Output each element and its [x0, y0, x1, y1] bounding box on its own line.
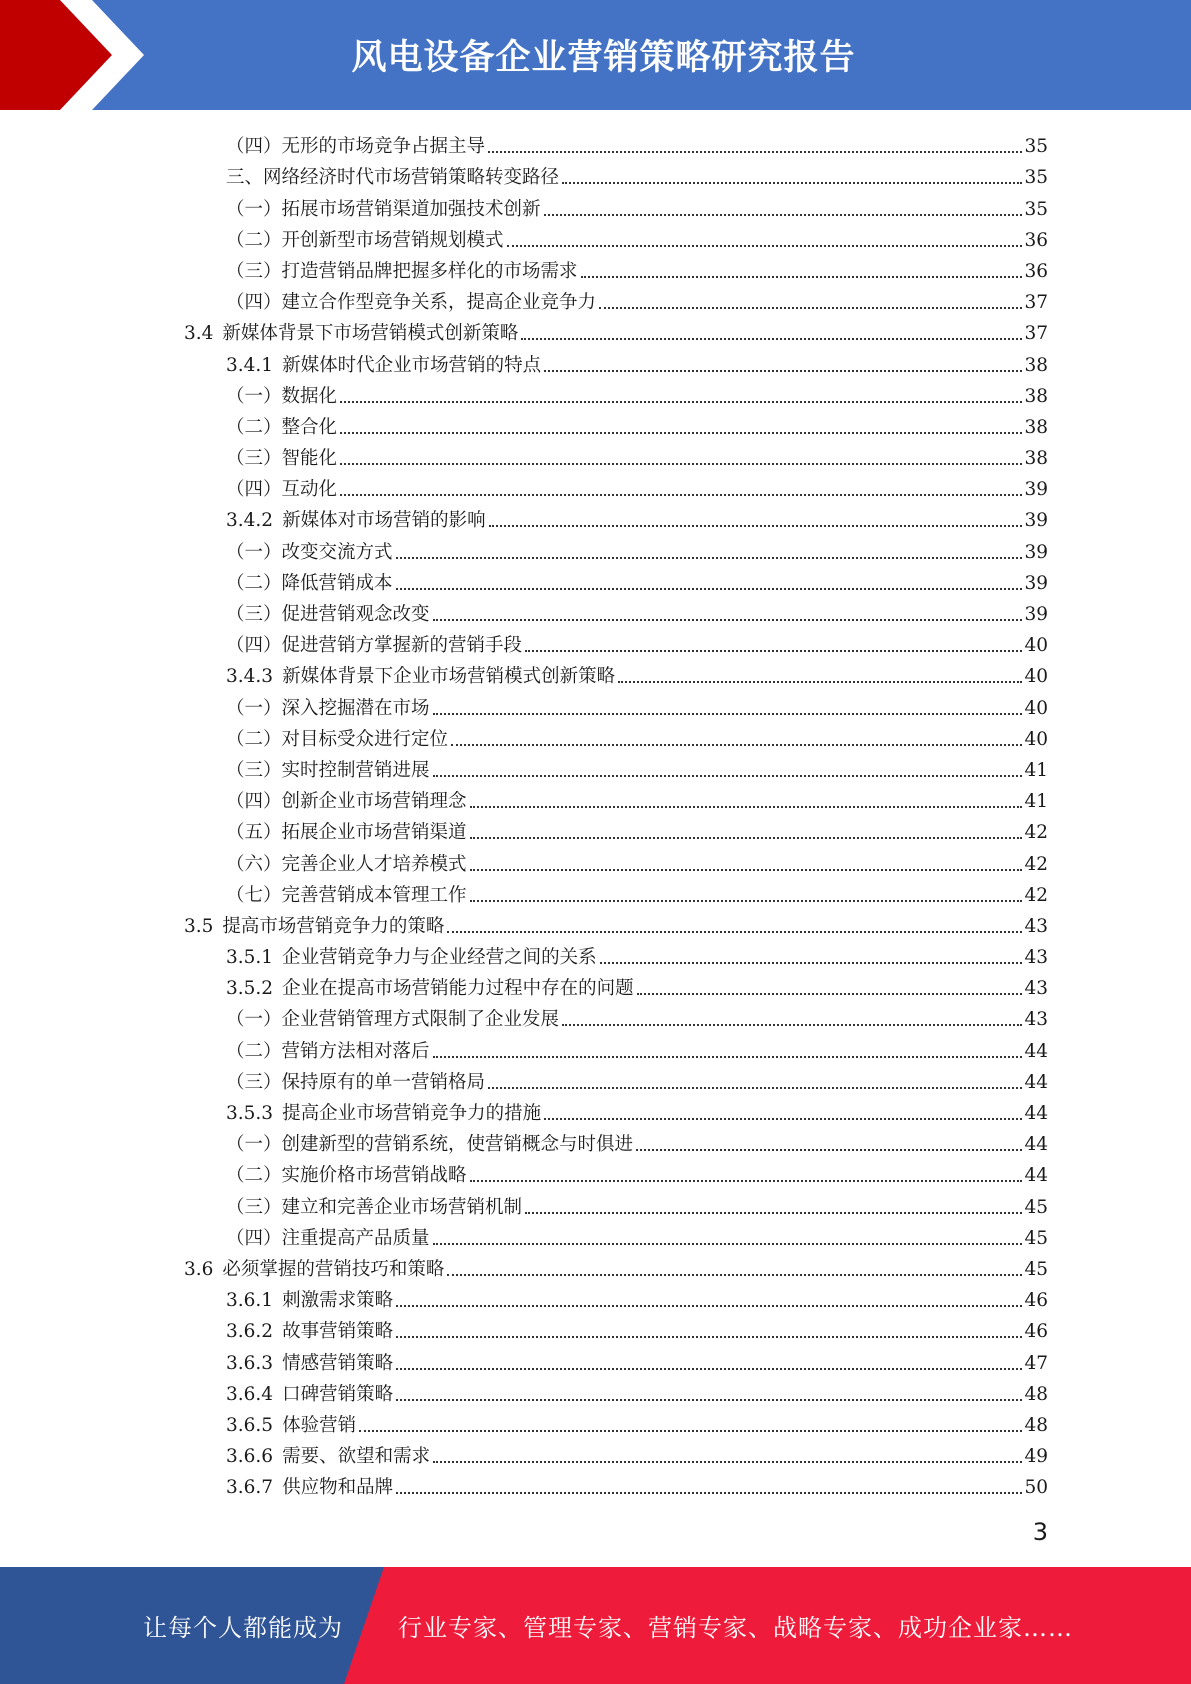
toc-entry-label	[226, 541, 393, 565]
toc-entry[interactable]	[0, 502, 1191, 533]
toc-section-title: （四）促进营销方掌握新的营销手段	[226, 635, 523, 657]
toc-section-title: （一）企业营销管理方式限制了企业发展	[226, 1009, 560, 1031]
toc-dot-leader	[525, 650, 1022, 652]
toc-section-title: （一）数据化	[226, 385, 338, 407]
toc-section-title: （三）促进营销观念改变	[226, 604, 430, 625]
toc-dot-leader	[433, 1461, 1022, 1463]
report-title: 风电设备企业营销策略研究报告	[351, 38, 856, 78]
toc-dot-leader	[637, 993, 1023, 995]
toc-dot-leader	[396, 1492, 1022, 1494]
toc-dot-leader	[521, 338, 1022, 340]
toc-page-number: 35	[1024, 198, 1048, 220]
toc-page-number: 39	[1024, 510, 1048, 532]
toc-entry[interactable]	[0, 565, 1191, 596]
toc-page-number: 44	[1024, 1103, 1048, 1124]
toc-entry[interactable]	[0, 939, 1191, 970]
toc-dot-leader	[470, 900, 1023, 902]
toc-page-number: 44	[1024, 1071, 1048, 1093]
toc-page-number: 46	[1024, 1321, 1048, 1343]
toc-entry[interactable]	[0, 1282, 1191, 1313]
toc-entry[interactable]	[0, 1313, 1191, 1344]
toc-dot-leader	[396, 557, 1023, 559]
toc-entry-label	[226, 1383, 393, 1407]
toc-section-number: 3.4	[184, 323, 214, 345]
footer-slogan-right: 行业专家、管理专家、营销专家、战略专家、成功企业家……	[398, 1614, 1073, 1642]
toc-entry[interactable]	[0, 1064, 1191, 1095]
toc-page-number: 40	[1024, 697, 1048, 719]
toc-section-title: （四）注重提高产品质量	[226, 1227, 430, 1249]
toc-entry[interactable]	[0, 1126, 1191, 1157]
toc-dot-leader	[525, 1212, 1022, 1214]
toc-section-number: 3.5.1	[226, 947, 274, 969]
toc-section-title: （三）智能化	[226, 448, 338, 470]
toc-section-title: 提高市场营销竞争力的策略	[222, 915, 445, 937]
toc-entry[interactable]	[0, 1220, 1191, 1251]
toc-entry[interactable]	[0, 1344, 1191, 1375]
toc-entry-label	[226, 291, 596, 315]
toc-dot-leader	[447, 1274, 1022, 1276]
toc-page-number: 42	[1024, 822, 1048, 844]
toc-entry[interactable]	[0, 378, 1191, 409]
toc-section-title: （三）实时控制营销进展	[226, 759, 430, 781]
toc-page-number: 40	[1024, 728, 1048, 750]
toc-dot-leader	[396, 1305, 1022, 1307]
toc-section-title: 新媒体背景下企业市场营销模式创新策略	[282, 666, 616, 688]
toc-entry[interactable]	[0, 752, 1191, 783]
toc-entry-label	[226, 1164, 467, 1188]
toc-section-title: 必须掌握的营销技巧和策略	[222, 1258, 445, 1280]
toc-entry[interactable]	[0, 471, 1191, 502]
toc-entry[interactable]	[0, 315, 1191, 346]
toc-section-title: （三）保持原有的单一营销格局	[226, 1071, 486, 1093]
toc-dot-leader	[581, 276, 1023, 278]
toc-dot-leader	[488, 151, 1022, 153]
toc-page-number: 38	[1024, 448, 1048, 470]
toc-page-number: 36	[1024, 260, 1048, 282]
toc-entry-label	[226, 946, 597, 970]
toc-entry-label	[226, 728, 448, 752]
toc-entry-label	[226, 135, 485, 159]
toc-page-number: 39	[1024, 572, 1048, 594]
toc-dot-leader	[340, 432, 1022, 434]
toc-page-number: 43	[1024, 947, 1048, 969]
toc-section-title: （三）打造营销品牌把握多样化的市场需求	[226, 260, 578, 282]
toc-entry-label	[226, 198, 541, 222]
toc-page-number: 42	[1024, 884, 1048, 906]
toc-entry-label	[226, 1414, 356, 1438]
toc-section-title: （二）对目标受众进行定位	[226, 728, 449, 750]
toc-entry[interactable]	[0, 1188, 1191, 1219]
toc-page-number: 36	[1024, 229, 1048, 251]
toc-section-title: （一）深入挖掘潜在市场	[226, 697, 430, 719]
toc-dot-leader	[340, 494, 1022, 496]
toc-section-title: （四）互动化	[226, 479, 338, 501]
toc-section-title: 新媒体背景下市场营销模式创新策略	[222, 323, 519, 345]
toc-section-title: （四）无形的市场竞争占据主导	[226, 136, 486, 158]
toc-page-number: 41	[1024, 791, 1048, 813]
toc-entry-label	[226, 260, 578, 284]
toc-entry-label	[226, 416, 337, 440]
toc-page-number: 39	[1024, 604, 1048, 625]
toc-entry-label	[226, 1352, 393, 1376]
toc-dot-leader	[396, 588, 1023, 590]
page-header	[0, 0, 1191, 110]
toc-section-title: （七）完善营销成本管理工作	[226, 884, 467, 906]
toc-entry-label	[226, 697, 430, 721]
toc-section-title: 三、网络经济时代市场营销策略转变路径	[226, 167, 560, 189]
toc-dot-leader	[447, 931, 1022, 933]
toc-page-number: 37	[1024, 323, 1048, 345]
toc-section-title: 体验营销	[282, 1414, 357, 1436]
toc-page-number: 38	[1024, 354, 1048, 376]
toc-entry[interactable]	[0, 346, 1191, 377]
toc-section-number: 3.6.2	[226, 1321, 274, 1343]
toc-entry[interactable]	[0, 814, 1191, 845]
toc-entry-label	[226, 884, 467, 908]
toc-section-number: 3.6.3	[226, 1352, 274, 1374]
toc-entry-label	[226, 853, 467, 877]
toc-dot-leader	[340, 463, 1022, 465]
toc-dot-leader	[396, 1399, 1022, 1401]
toc-dot-leader	[618, 681, 1022, 683]
toc-section-title: 故事营销策略	[282, 1321, 394, 1343]
toc-dot-leader	[599, 307, 1022, 309]
toc-entry[interactable]	[0, 627, 1191, 658]
toc-page-number: 44	[1024, 1165, 1048, 1187]
toc-page-number: 41	[1024, 759, 1048, 781]
toc-entry-label	[226, 634, 522, 658]
toc-section-title: 情感营销策略	[282, 1352, 394, 1374]
toc-entry-label	[226, 1133, 633, 1157]
toc-page-number: 35	[1024, 136, 1048, 158]
toc-entry[interactable]	[0, 845, 1191, 876]
toc-section-title: 提高企业市场营销竞争力的措施	[282, 1103, 542, 1124]
toc-section-title: （四）建立合作型竞争关系，提高企业竞争力	[226, 292, 597, 314]
toc-section-title: 口碑营销策略	[282, 1383, 394, 1405]
toc-entry[interactable]	[0, 689, 1191, 720]
toc-dot-leader	[470, 1180, 1023, 1182]
toc-entry-label	[226, 385, 337, 409]
toc-section-number: 3.5.3	[226, 1103, 274, 1124]
toc-entry[interactable]	[0, 721, 1191, 752]
toc-page-number: 40	[1024, 666, 1048, 688]
toc-entry-label	[226, 759, 430, 783]
toc-entry[interactable]	[0, 1001, 1191, 1032]
toc-entry[interactable]	[0, 1251, 1191, 1282]
toc-section-number: 3.6	[184, 1258, 214, 1280]
toc-entry[interactable]	[0, 658, 1191, 689]
toc-entry-label	[226, 1320, 393, 1344]
toc-entry[interactable]	[0, 908, 1191, 939]
toc-entry[interactable]	[0, 159, 1191, 190]
toc-dot-leader	[451, 744, 1022, 746]
toc-section-title: 新媒体时代企业市场营销的特点	[282, 354, 542, 376]
toc-dot-leader	[507, 245, 1023, 247]
toc-entry[interactable]	[0, 1469, 1191, 1500]
toc-dot-leader	[489, 525, 1023, 527]
toc-section-title: （二）开创新型市场营销规划模式	[226, 229, 504, 251]
toc-page-number: 48	[1024, 1414, 1048, 1436]
toc-section-title: 刺激需求策略	[282, 1290, 394, 1312]
toc-section-number: 3.6.5	[226, 1414, 274, 1436]
toc-section-title: （一）拓展市场营销渠道加强技术创新	[226, 198, 541, 220]
toc-entry[interactable]	[0, 409, 1191, 440]
toc-entry-label	[226, 665, 615, 689]
toc-dot-leader	[396, 1336, 1022, 1338]
toc-section-title: （二）营销方法相对落后	[226, 1040, 430, 1062]
toc-entry[interactable]	[0, 253, 1191, 284]
toc-section-title: 企业在提高市场营销能力过程中存在的问题	[282, 978, 634, 1000]
toc-page-number: 49	[1024, 1446, 1048, 1468]
toc-section-number: 3.4.3	[226, 666, 274, 688]
toc-section-title: （二）降低营销成本	[226, 572, 393, 594]
toc-dot-leader	[470, 806, 1023, 808]
toc-page-number: 39	[1024, 541, 1048, 563]
toc-dot-leader	[562, 1024, 1022, 1026]
toc-entry-label	[226, 478, 337, 502]
toc-entry[interactable]	[0, 596, 1191, 627]
toc-page-number: 40	[1024, 635, 1048, 657]
toc-dot-leader	[340, 401, 1022, 403]
toc-page-number: 44	[1024, 1040, 1048, 1062]
toc-section-title: （二）实施价格市场营销战略	[226, 1165, 467, 1187]
toc-entry-label	[184, 322, 518, 346]
toc-entry-label	[226, 790, 467, 814]
toc-entry[interactable]	[0, 783, 1191, 814]
toc-page-number: 43	[1024, 978, 1048, 1000]
toc-section-title: （四）创新企业市场营销理念	[226, 791, 467, 813]
table-of-contents	[0, 128, 1191, 1500]
toc-entry-label	[226, 229, 504, 253]
toc-entry-label	[226, 1008, 559, 1032]
toc-dot-leader	[544, 214, 1023, 216]
toc-page-number: 50	[1024, 1477, 1048, 1499]
toc-dot-leader	[470, 869, 1023, 871]
toc-dot-leader	[488, 1087, 1022, 1089]
toc-page-number: 46	[1024, 1290, 1048, 1312]
toc-dot-leader	[562, 182, 1022, 184]
toc-entry-label	[226, 1227, 430, 1251]
toc-section-title: 供应物和品牌	[282, 1477, 394, 1499]
toc-entry[interactable]	[0, 533, 1191, 564]
toc-entry-label	[226, 509, 486, 533]
toc-page-number: 43	[1024, 1009, 1048, 1031]
toc-entry-label	[226, 1196, 522, 1220]
toc-entry[interactable]	[0, 877, 1191, 908]
toc-entry[interactable]	[0, 1407, 1191, 1438]
toc-entry[interactable]	[0, 190, 1191, 221]
toc-entry[interactable]	[0, 1032, 1191, 1063]
toc-dot-leader	[433, 619, 1023, 621]
toc-section-title: 新媒体对市场营销的影响	[282, 510, 486, 532]
toc-section-title: （五）拓展企业市场营销渠道	[226, 822, 467, 844]
toc-entry[interactable]	[0, 128, 1191, 159]
toc-section-number: 3.6.4	[226, 1383, 274, 1405]
toc-dot-leader	[433, 775, 1023, 777]
toc-entry-label	[226, 447, 337, 471]
toc-page-number: 45	[1024, 1196, 1048, 1218]
toc-entry[interactable]	[0, 1095, 1191, 1126]
toc-dot-leader	[433, 1056, 1023, 1058]
toc-entry-label	[226, 977, 634, 1001]
toc-entry-label	[226, 821, 467, 845]
toc-dot-leader	[433, 713, 1023, 715]
toc-section-number: 3.6.7	[226, 1477, 274, 1499]
toc-page-number: 43	[1024, 915, 1048, 937]
toc-page-number: 39	[1024, 479, 1048, 501]
toc-section-number: 3.4.2	[226, 510, 274, 532]
toc-page-number: 38	[1024, 416, 1048, 438]
toc-dot-leader	[470, 837, 1023, 839]
toc-section-number: 3.6.6	[226, 1446, 274, 1468]
toc-page-number: 45	[1024, 1258, 1048, 1280]
toc-page-number: 42	[1024, 853, 1048, 875]
toc-section-title: （一）创建新型的营销系统，使营销概念与时俱进	[226, 1134, 634, 1156]
page-footer	[0, 1567, 1191, 1684]
toc-section-title: （二）整合化	[226, 416, 338, 438]
toc-dot-leader	[359, 1430, 1022, 1432]
toc-section-number: 3.4.1	[226, 354, 274, 376]
toc-entry-label	[226, 572, 393, 596]
toc-section-title: 需要、欲望和需求	[282, 1446, 431, 1468]
page-number: 3	[1032, 1518, 1048, 1546]
toc-entry[interactable]	[0, 1438, 1191, 1469]
toc-entry[interactable]	[0, 284, 1191, 315]
toc-section-title: （一）改变交流方式	[226, 541, 393, 563]
toc-entry-label	[226, 1445, 430, 1469]
toc-dot-leader	[433, 1243, 1023, 1245]
toc-entry[interactable]	[0, 1376, 1191, 1407]
toc-section-title: （三）建立和完善企业市场营销机制	[226, 1196, 523, 1218]
toc-page-number: 45	[1024, 1227, 1048, 1249]
toc-page-number: 47	[1024, 1352, 1048, 1374]
toc-entry[interactable]	[0, 222, 1191, 253]
toc-dot-leader	[600, 962, 1023, 964]
toc-dot-leader	[544, 370, 1022, 372]
toc-page-number: 38	[1024, 385, 1048, 407]
toc-section-title: （六）完善企业人才培养模式	[226, 853, 467, 875]
footer-slogan-left: 让每个人都能成为	[143, 1614, 343, 1642]
toc-entry-label	[184, 1258, 444, 1282]
toc-dot-leader	[636, 1149, 1022, 1151]
toc-section-title: 企业营销竞争力与企业经营之间的关系	[282, 947, 597, 969]
toc-entry-label	[184, 915, 444, 939]
toc-dot-leader	[544, 1118, 1022, 1120]
toc-entry-label	[226, 354, 541, 378]
toc-page-number: 48	[1024, 1383, 1048, 1405]
toc-entry[interactable]	[0, 440, 1191, 471]
toc-page-number: 37	[1024, 292, 1048, 314]
toc-entry-label	[226, 1476, 393, 1500]
toc-entry-label	[226, 1040, 430, 1064]
toc-entry-label	[226, 1102, 541, 1126]
toc-entry-label	[226, 166, 559, 190]
toc-entry-label	[226, 1289, 393, 1313]
toc-section-number: 3.6.1	[226, 1290, 274, 1312]
toc-entry-label	[226, 1071, 485, 1095]
toc-section-number: 3.5.2	[226, 978, 274, 1000]
toc-entry[interactable]	[0, 970, 1191, 1001]
toc-dot-leader	[396, 1368, 1022, 1370]
toc-entry-label	[226, 603, 430, 627]
toc-page-number: 35	[1024, 167, 1048, 189]
toc-entry[interactable]	[0, 1157, 1191, 1188]
toc-page-number: 44	[1024, 1134, 1048, 1156]
toc-section-number: 3.5	[184, 915, 214, 937]
